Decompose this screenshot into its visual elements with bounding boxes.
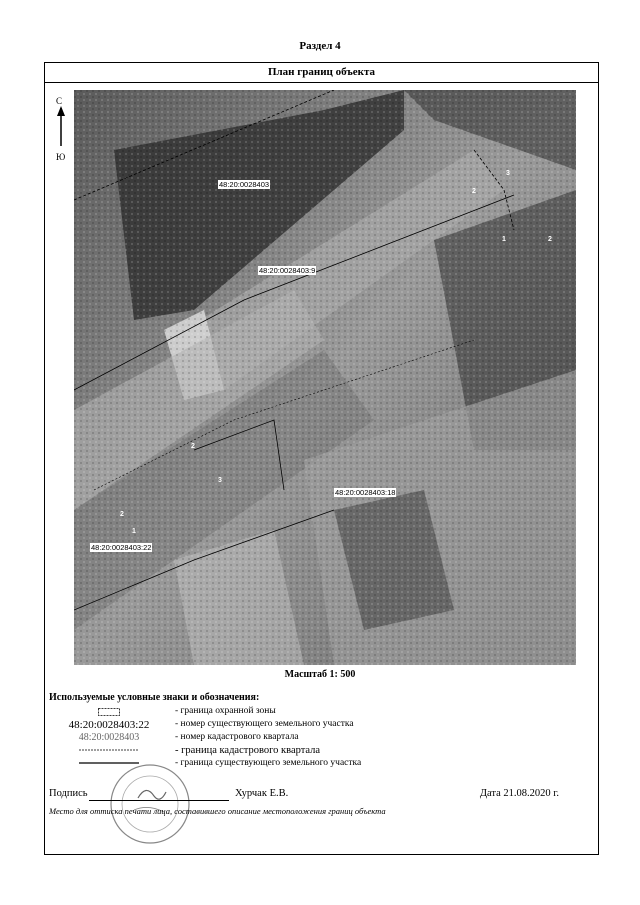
seal-stamp xyxy=(108,762,192,846)
point-label: 3 xyxy=(218,477,222,484)
north-arrow xyxy=(52,96,70,166)
signature-label: Подпись xyxy=(49,788,88,799)
stamp-place-note: Место для оттиска печати лица, составившего описание местоположения границ объекта xyxy=(49,806,386,816)
legend-desc: - граница существующего земельного участка xyxy=(175,758,362,768)
point-label: 3 xyxy=(506,170,510,177)
legend-desc: - номер существующего земельного участка xyxy=(175,719,354,729)
legend-desc: - номер кадастрового квартала xyxy=(175,732,299,742)
plan-title: План границ объекта xyxy=(44,62,599,83)
parcel-18-label: 48:20:0028403:18 xyxy=(335,488,396,497)
parcel-9-label: 48:20:0028403:9 xyxy=(259,266,316,275)
legend-item-quarter-border xyxy=(49,745,589,758)
point-label: 1 xyxy=(502,236,506,243)
parcel-22-label: 48:20:0028403:22 xyxy=(91,543,152,552)
north-letter: С xyxy=(56,96,63,106)
hatched-rect-icon xyxy=(49,706,169,719)
legend-item-parcel-number xyxy=(49,719,589,732)
dashed-line-icon xyxy=(49,745,169,757)
point-label: 2 xyxy=(120,511,124,518)
aerial-photo-drawing xyxy=(74,90,576,665)
legend-desc: - граница кадастрового квартала xyxy=(175,745,321,756)
quarter-label: 48:20:0028403 xyxy=(219,180,270,189)
signature-line xyxy=(89,800,229,801)
aerial-photo xyxy=(74,90,576,665)
point-label: 2 xyxy=(472,188,476,195)
scale-label: Масштаб 1: 500 xyxy=(284,669,356,680)
point-label: 2 xyxy=(548,236,552,243)
south-letter: Ю xyxy=(56,152,66,162)
legend-symbol: 48:20:0028403:22 xyxy=(68,719,150,731)
signature-date: Дата 21.08.2020 г. xyxy=(479,788,559,799)
legend-desc: - граница охранной зоны xyxy=(175,706,276,716)
point-label: 1 xyxy=(132,528,136,535)
signer-name: Хурчак Е.В. xyxy=(235,788,289,799)
legend-symbol: 48:20:0028403 xyxy=(78,732,140,743)
legend-item-protected-zone xyxy=(49,706,589,719)
section-title: Раздел 4 xyxy=(299,40,341,52)
point-label: 2 xyxy=(191,443,195,450)
legend-title: Используемые условные знаки и обозначения: xyxy=(49,692,260,703)
legend-item-quarter-number xyxy=(49,732,589,745)
